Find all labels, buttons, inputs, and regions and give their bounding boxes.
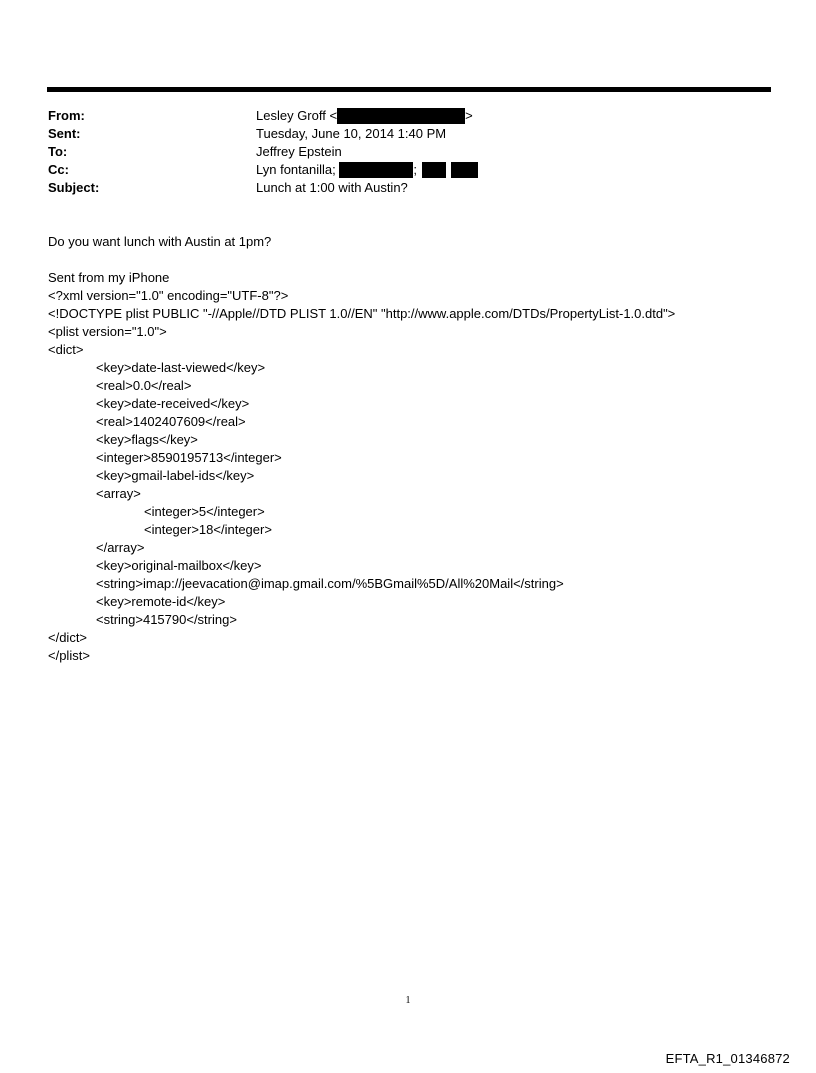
page-number: 1	[405, 995, 411, 1006]
redaction-box	[422, 162, 446, 178]
plist-line: <key>date-last-viewed</key>	[96, 360, 266, 375]
redaction-box	[339, 162, 413, 178]
plist-line: <dict>	[48, 342, 84, 357]
subject-row	[48, 179, 748, 197]
plist-line: <integer>5</integer>	[144, 504, 265, 519]
to-value: Jeffrey Epstein	[256, 144, 342, 159]
plist-line: <string>415790</string>	[96, 612, 237, 627]
to-label: To:	[48, 144, 68, 159]
message-text: Do you want lunch with Austin at 1pm?	[48, 234, 272, 249]
plist-line: <key>flags</key>	[96, 432, 198, 447]
subject-label: Subject:	[48, 180, 100, 195]
plist-line: <real>0.0</real>	[96, 378, 192, 393]
cc-row	[48, 161, 748, 179]
plist-line: <integer>8590195713</integer>	[96, 450, 282, 465]
plist-line: <!DOCTYPE plist PUBLIC "-//Apple//DTD PLIST 1.0//EN" "http://www.apple.com/DTDs/PropertyList-1.0.dtd">	[48, 306, 676, 321]
from-label: From:	[48, 108, 85, 123]
plist-line: </array>	[96, 540, 145, 555]
redaction-box	[337, 108, 465, 124]
plist-line: <integer>18</integer>	[144, 522, 272, 537]
plist-line: <key>date-received</key>	[96, 396, 250, 411]
from-value	[256, 107, 473, 125]
sent-label: Sent:	[48, 126, 81, 141]
plist-line: </plist>	[48, 648, 90, 663]
plist-line: <?xml version="1.0" encoding="UTF-8"?>	[48, 288, 289, 303]
signature-text: Sent from my iPhone	[48, 270, 170, 285]
top-rule	[47, 87, 771, 92]
plist-line: <key>gmail-label-ids</key>	[96, 468, 255, 483]
email-body	[48, 233, 675, 665]
cc-label: Cc:	[48, 162, 69, 177]
plist-line: <real>1402407609</real>	[96, 414, 246, 429]
plist-line: <key>original-mailbox</key>	[96, 558, 262, 573]
redaction-box	[451, 162, 478, 178]
cc-separator: ;	[413, 162, 417, 177]
cc-name: Lyn fontanilla;	[256, 162, 340, 177]
plist-line: </dict>	[48, 630, 88, 645]
plist-line: <plist version="1.0">	[48, 324, 167, 339]
to-row	[48, 143, 748, 161]
plist-line: <key>remote-id</key>	[96, 594, 226, 609]
subject-value: Lunch at 1:00 with Austin?	[256, 180, 408, 195]
from-row	[48, 107, 748, 125]
document-id: EFTA_R1_01346872	[665, 1051, 790, 1066]
sent-value: Tuesday, June 10, 2014 1:40 PM	[256, 126, 447, 141]
sent-row	[48, 125, 748, 143]
from-name: Lesley Groff <	[256, 108, 338, 123]
email-header	[48, 107, 748, 197]
plist-line: <array>	[96, 486, 141, 501]
from-close: >	[465, 108, 473, 123]
plist-line: <string>imap://jeevacation@imap.gmail.com/%5BGmail%5D/All%20Mail</string>	[96, 576, 564, 591]
cc-value	[256, 161, 478, 179]
